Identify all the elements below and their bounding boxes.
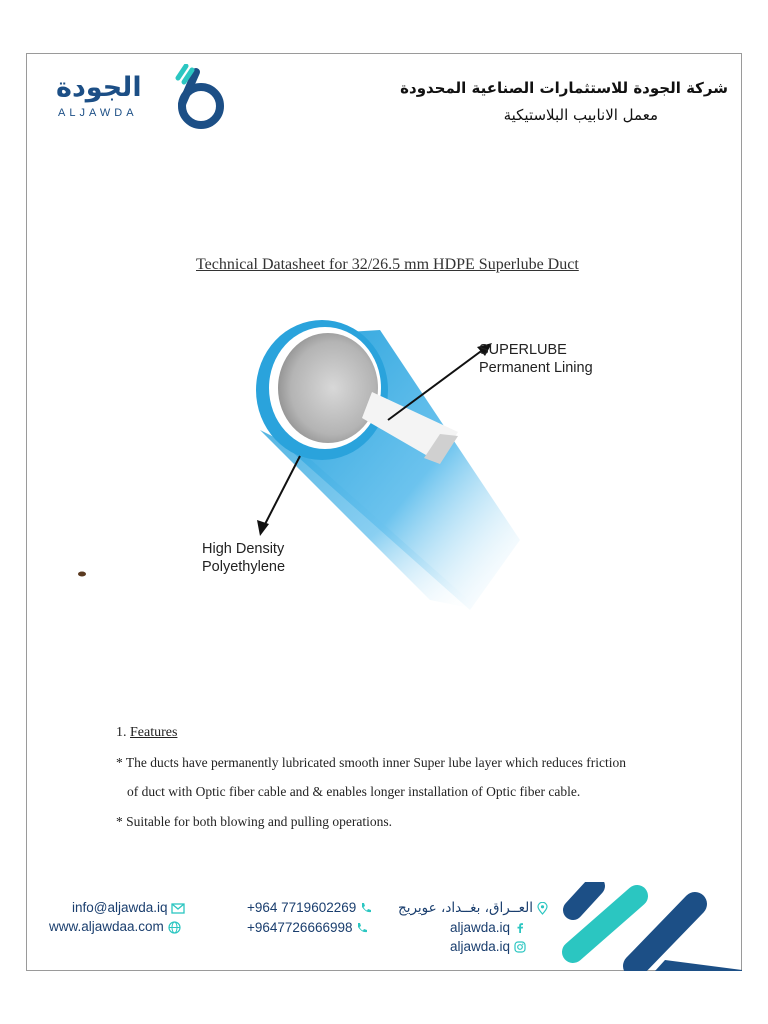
logo-arabic-text: الجودة bbox=[56, 72, 142, 103]
footer-website[interactable] bbox=[49, 919, 181, 934]
features-heading bbox=[116, 725, 177, 741]
envelope-icon bbox=[171, 903, 185, 914]
logo-english-text: ALJAWDA bbox=[58, 107, 138, 119]
footer-facebook[interactable] bbox=[450, 920, 526, 935]
features-number: 1. bbox=[116, 725, 127, 740]
facebook-icon bbox=[514, 922, 526, 934]
superlube-label bbox=[479, 341, 593, 377]
hdpe-label bbox=[202, 540, 285, 576]
footer-instagram[interactable] bbox=[450, 939, 526, 954]
phone2-text[interactable]: +9647726666998 bbox=[247, 920, 353, 935]
website-text[interactable]: www.aljawdaa.com bbox=[49, 919, 164, 934]
feature-item-2: * Suitable for both blowing and pulling operations. bbox=[116, 814, 392, 829]
brand-stripes-graphic bbox=[555, 882, 742, 971]
hdpe-label-line2: Polyethylene bbox=[202, 559, 286, 575]
phone-icon bbox=[360, 902, 372, 914]
email-text[interactable]: info@aljawda.iq bbox=[72, 900, 168, 915]
footer-phone-2[interactable] bbox=[247, 920, 368, 935]
instagram-icon bbox=[514, 941, 526, 953]
duct-inner-bore bbox=[278, 333, 378, 443]
superlube-label-line1: SUPERLUBE bbox=[479, 342, 567, 358]
hdpe-label-line1: High Density bbox=[202, 541, 285, 557]
instagram-text[interactable]: aljawda.iq bbox=[450, 939, 511, 954]
footer-address bbox=[398, 900, 548, 916]
address-text: العــراق، بغــداد، عويريج bbox=[398, 900, 533, 916]
footer-email[interactable] bbox=[72, 900, 185, 915]
features-heading-text: Features bbox=[130, 725, 178, 740]
superlube-label-line2: Permanent Lining bbox=[479, 360, 593, 376]
factory-name: معمل الانابيب البلاستيكية bbox=[503, 106, 658, 124]
phone1-text[interactable]: +964 7719602269 bbox=[247, 900, 357, 915]
location-pin-icon bbox=[537, 902, 548, 915]
page-title: Technical Datasheet for 32/26.5 mm HDPE Superlube Duct bbox=[196, 256, 579, 273]
company-name: شركة الجودة للاستثمارات الصناعية المحدودة bbox=[400, 79, 728, 97]
globe-icon bbox=[168, 921, 181, 934]
facebook-text[interactable]: aljawda.iq bbox=[450, 920, 511, 935]
hdpe-arrow bbox=[262, 456, 300, 530]
phone-icon bbox=[356, 922, 368, 934]
feature-item-1-line1: * The ducts have permanently lubricated smooth inner Super lube layer which reduces friction bbox=[116, 755, 626, 770]
footer-phone-1[interactable] bbox=[247, 900, 372, 915]
feature-item-1-line2: of duct with Optic fiber cable and & enables longer installation of Optic fiber cable. bbox=[127, 784, 581, 799]
